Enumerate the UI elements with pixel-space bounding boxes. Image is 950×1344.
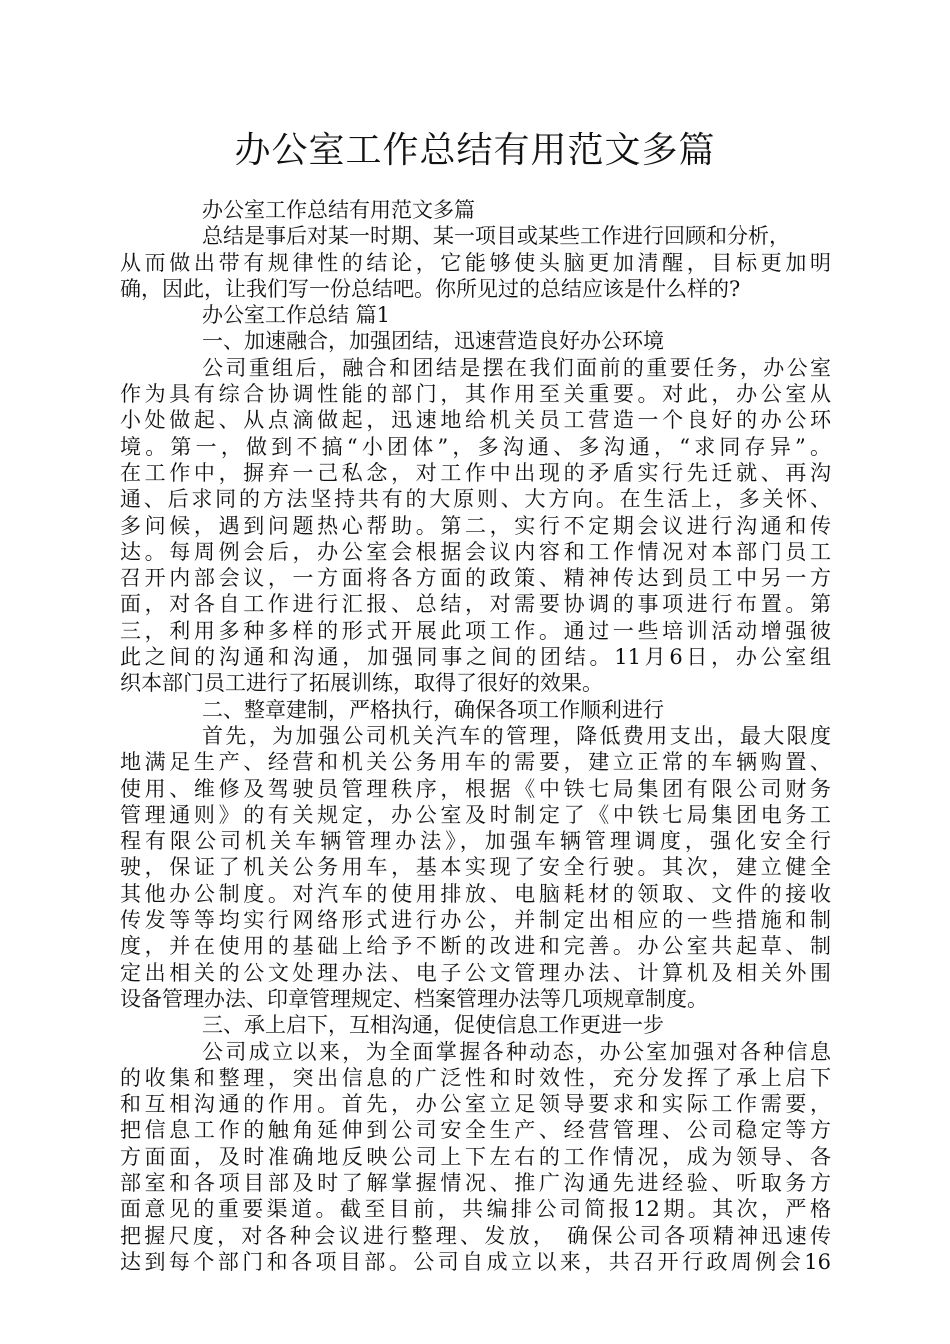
text-line: 部室和各项目部及时了解掌握情况、推广沟通先进经验、听取务方 <box>120 1170 831 1195</box>
text-line: 达到每个部门和各项目部。公司自成立以来，共召开行政周例会16 <box>120 1249 831 1274</box>
text-line: 使用、维修及驾驶员管理秩序，根据《中铁七局集团有限公司财务 <box>120 776 831 801</box>
text-line: 达。每周例会后，办公室会根据会议内容和工作情况对本部门员工 <box>120 539 831 564</box>
text-line: 方面面，及时准确地反映公司上下左右的工作情况，成为领导、各 <box>120 1144 831 1169</box>
text-line: 度，并在使用的基础上给予不断的改进和完善。办公室共起草、制 <box>120 934 831 959</box>
text-line: 此之间的沟通和沟通，加强同事之间的团结。11月6日，办公室组 <box>120 645 831 670</box>
text-line: 驶，保证了机关公务用车，基本实现了安全行驶。其次，建立健全 <box>120 855 831 880</box>
text-line: 在工作中，摒弃一己私念，对工作中出现的矛盾实行先迁就、再沟 <box>120 460 831 485</box>
text-line: 其他办公制度。对汽车的使用排放、电脑耗材的领取、文件的接收 <box>120 881 831 906</box>
text-line: 三、承上启下，互相沟通，促使信息工作更进一步 <box>202 1013 664 1038</box>
document-body <box>120 197 831 1275</box>
document-title: 办公室工作总结有用范文多篇 <box>234 130 716 171</box>
text-line: 管理通则》的有关规定，办公室及时制定了《中铁七局集团电务工 <box>120 802 831 827</box>
text-line: 的收集和整理，突出信息的广泛性和时效性，充分发挥了承上启下 <box>120 1065 831 1090</box>
text-line: 办公室工作总结有用范文多篇 <box>202 198 475 222</box>
text-line: 一、加速融合，加强团结，迅速营造良好办公环境 <box>202 329 664 354</box>
text-line: 总结是事后对某一时期、某一项目或某些工作进行回顾和分析， <box>202 224 790 249</box>
text-line: 把握尺度，对各种会议进行整理、发放， 确保公司各项精神迅速传 <box>120 1223 831 1248</box>
text-line: 作为具有综合协调性能的部门，其作用至关重要。对此，办公室从 <box>120 382 831 407</box>
text-line: 办公室工作总结 篇1 <box>202 303 391 328</box>
text-line: 首先，为加强公司机关汽车的管理，降低费用支出，最大限度 <box>202 723 831 748</box>
text-line: 程有限公司机关车辆管理办法》，加强车辆管理调度，强化安全行 <box>120 829 831 854</box>
text-line: 通、后求同的方法坚持共有的大原则、大方向。在生活上，多关怀、 <box>120 487 831 512</box>
text-line: 三，利用多种多样的形式开展此项工作。通过一些培训活动增强彼 <box>120 618 831 643</box>
text-line: 二、整章建制，严格执行，确保各项工作顺利进行 <box>202 697 664 722</box>
text-line: 公司成立以来，为全面掌握各种动态，办公室加强对各种信息 <box>202 1039 831 1064</box>
text-line: 织本部门员工进行了拓展训练，取得了很好的效果。 <box>120 671 603 696</box>
text-line: 设备管理办法、印章管理规定、档案管理办法等几项规章制度。 <box>120 986 708 1011</box>
text-line: 确，因此，让我们写一份总结吧。你所见过的总结应该是什么样的? <box>120 276 741 301</box>
text-line: 和互相沟通的作用。首先，办公室立足领导要求和实际工作需要， <box>120 1092 831 1117</box>
text-line: 境。第一，做到不搞“小团体”，多沟通、多沟通，“求同存异”。 <box>120 434 831 459</box>
text-line: 传发等等均实行网络形式进行办公，并制定出相应的一些措施和制 <box>120 908 831 933</box>
text-line: 召开内部会议，一方面将各方面的政策、精神传达到员工中另一方 <box>120 566 831 591</box>
text-line: 定出相关的公文处理办法、电子公文管理办法、计算机及相关外围 <box>120 960 831 985</box>
text-line: 小处做起、从点滴做起，迅速地给机关员工营造一个良好的办公环 <box>120 408 831 433</box>
text-line: 从而做出带有规律性的结论，它能够使头脑更加清醒，目标更加明 <box>120 250 831 275</box>
text-line: 面，对各自工作进行汇报、总结，对需要协调的事项进行布置。第 <box>120 592 831 617</box>
text-line: 把信息工作的触角延伸到公司安全生产、经营管理、公司稳定等方 <box>120 1118 831 1143</box>
text-line: 公司重组后，融合和团结是摆在我们面前的重要任务，办公室 <box>202 355 831 380</box>
text-line: 地满足生产、经营和机关公务用车的需要，建立正常的车辆购置、 <box>120 750 831 775</box>
text-line: 多问候，遇到问题热心帮助。第二，实行不定期会议进行沟通和传 <box>120 513 831 538</box>
text-line: 面意见的重要渠道。截至目前，共编排公司简报12期。其次，严格 <box>120 1197 831 1222</box>
